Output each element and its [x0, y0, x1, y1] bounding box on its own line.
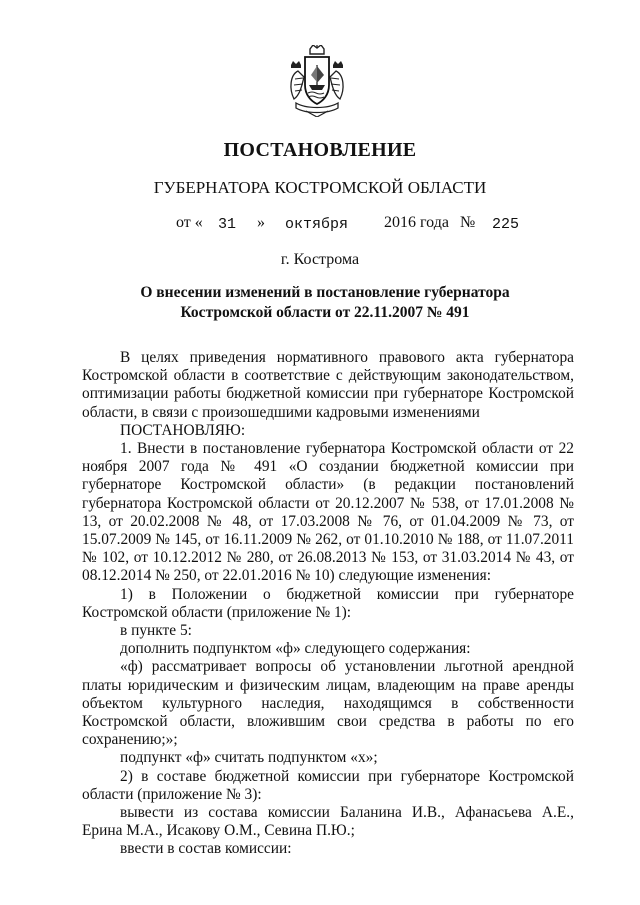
city-line: г. Кострома	[280, 251, 360, 268]
remove-members-paragraph: вывести из состава комиссии Баланина И.В., Афанасьева А.Е., Ерина М.А., Исакову О.М., Севина П.Ю.;	[82, 804, 574, 840]
date-quote-close: »	[257, 214, 265, 231]
subpoint-f-text: «ф) рассматривает вопросы об установлении льготной арендной платы юридическим и физическим лицам, владеющим на праве аренды объектом культурного наследия, находящимся в собственности Костромской области, вложившим свои средства в работы по его сохранению;»;	[82, 658, 574, 749]
date-year: 2016 года	[384, 214, 449, 231]
subitem-1-paragraph: 1) в Положении о бюджетной комиссии при губернаторе Костромской области (приложение № 1):	[82, 585, 574, 621]
rename-subpoint-line: подпункт «ф» считать подпунктом «х»;	[120, 749, 378, 767]
number-sign: №	[460, 214, 476, 231]
document-number: 225	[492, 216, 520, 233]
subitem-2-paragraph: 2) в составе бюджетной комиссии при губернаторе Костромской области (приложение № 3):	[82, 767, 574, 803]
subject-heading	[140, 283, 510, 323]
date-day: 31	[218, 216, 237, 233]
item-1-paragraph: 1. Внести в постановление губернатора Костромской области от 22 ноября 2007 года № 491 «О создании бюджетной комиссии при губернаторе Костромской области» (в редакции постановлений губернатора Костромской области от 20.12.2007 № 538, от 17.01.2008 № 13, от 20.02.2008 № 48, от 17.03.2008 № 76, от 01.04.2009 № 73, от 15.07.2009 № 145, от 16.11.2009 № 262, от 01.10.2010 № 188, от 11.07.2011 № 102, от 10.12.2012 № 280, от 26.08.2013 № 153, от 31.03.2014 № 43, от 08.12.2014 № 250, от 22.01.2016 № 10) следующие изменения:	[82, 440, 574, 585]
add-members-line: ввести в состав комиссии:	[120, 840, 292, 858]
preamble-paragraph: В целях приведения нормативного правового акта губернатора Костромской области в соответствие с действующим законодательством, оптимизации работы бюджетной комиссии при губернаторе Костромской области, в связи с произошедшими кадровыми изменениями	[82, 349, 574, 421]
date-prefix: от «	[176, 214, 203, 231]
subject-line-1: О внесении изменений в постановление губернатора	[140, 284, 510, 301]
coat-of-arms-icon	[286, 45, 348, 117]
add-subpoint-line: дополнить подпунктом «ф» следующего содержания:	[120, 640, 471, 658]
date-month: октября	[285, 216, 349, 233]
document-body	[82, 349, 574, 859]
resolve-heading: ПОСТАНОВЛЯЮ:	[120, 421, 246, 439]
date-number-line	[0, 214, 640, 234]
document-type-title: ПОСТАНОВЛЕНИЕ	[223, 139, 417, 161]
issuer-title: ГУБЕРНАТОРА КОСТРОМСКОЙ ОБЛАСТИ	[153, 178, 487, 197]
point-5-line: в пункте 5:	[120, 622, 192, 640]
subject-line-2: Костромской области от 22.11.2007 № 491	[180, 304, 470, 321]
